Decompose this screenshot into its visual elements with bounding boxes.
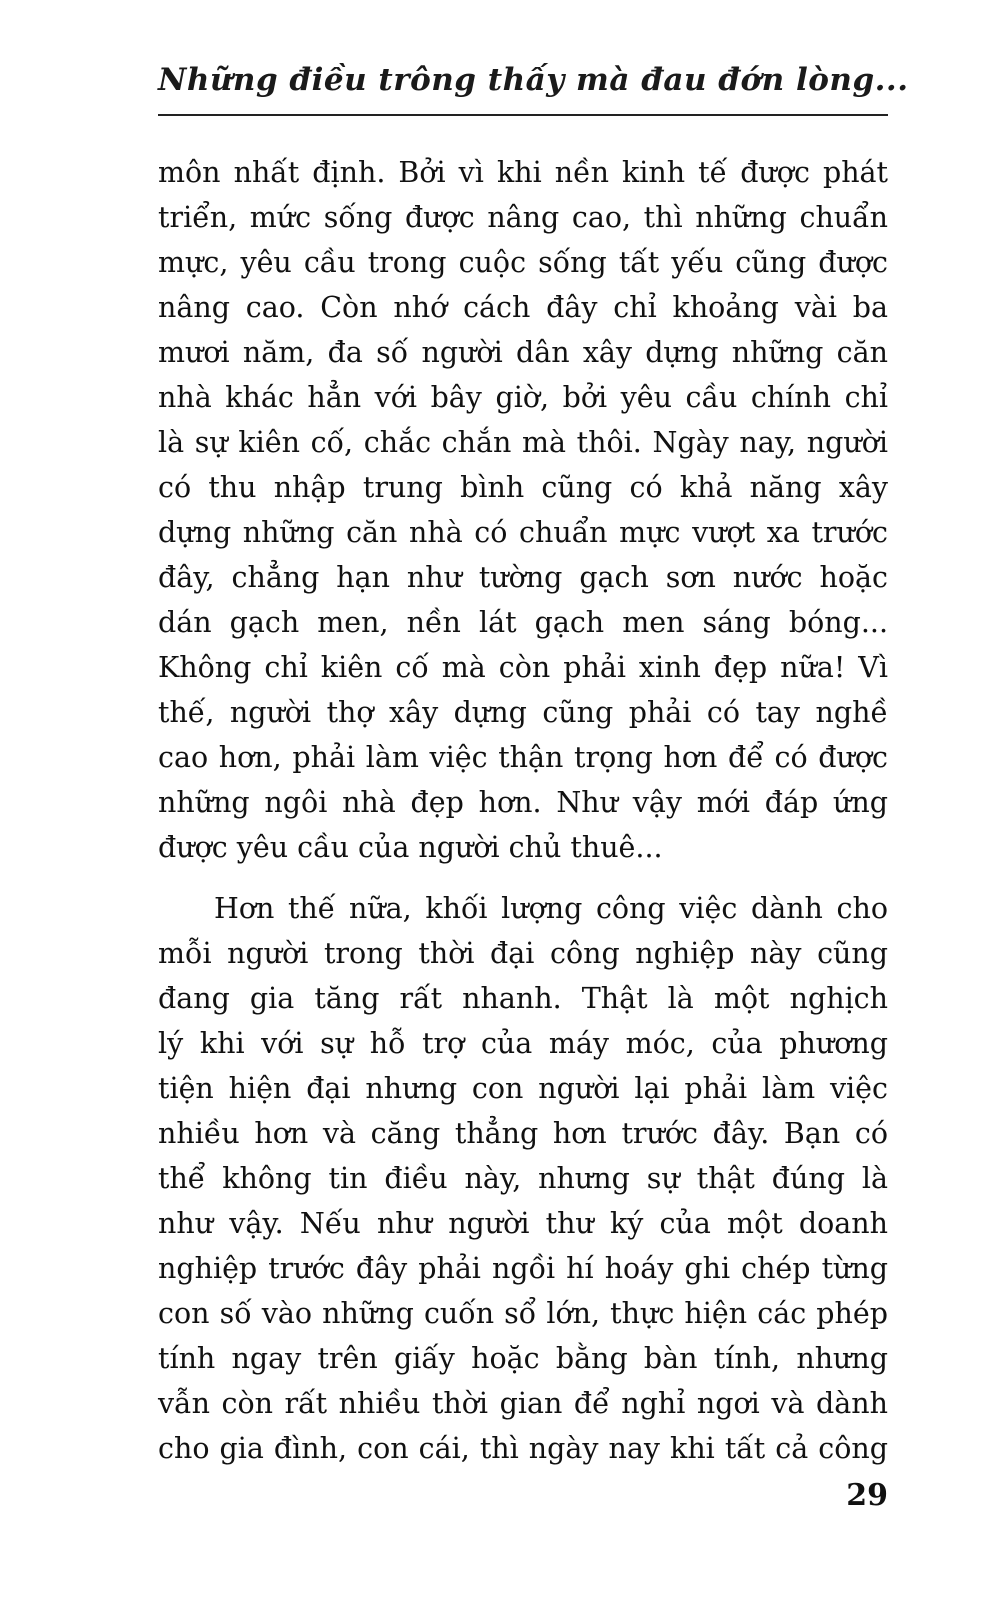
text-line: dựng những căn nhà có chuẩn mực vượt xa trước [158,516,888,549]
text-line: đây, chẳng hạn như tường gạch sơn nước hoặc [158,561,888,594]
text-line: mươi năm, đa số người dân xây dựng những căn [158,336,888,369]
text-line: dán gạch men, nền lát gạch men sáng bóng... [158,606,888,639]
text-line: tiện hiện đại nhưng con người lại phải làm việc [158,1072,888,1105]
text-line: Hơn thế nữa, khối lượng công việc dành cho [214,892,888,925]
text-line: được yêu cầu của người chủ thuê... [158,831,663,864]
text-line: nghiệp trước đây phải ngồi hí hoáy ghi chép từng [158,1252,888,1285]
text-line: môn nhất định. Bởi vì khi nền kinh tế được phát [158,156,888,189]
text-line: thế, người thợ xây dựng cũng phải có tay nghề [158,696,888,729]
text-line: Không chỉ kiên cố mà còn phải xinh đẹp nữa! Vì [158,651,888,684]
paragraph-2 [158,886,888,1471]
text-line: những ngôi nhà đẹp hơn. Như vậy mới đáp ứng [158,786,888,819]
text-line: mỗi người trong thời đại công nghiệp này cũng [158,937,888,970]
body-text [158,150,888,1471]
text-line: thể không tin điều này, nhưng sự thật đúng là [158,1162,888,1195]
text-line: tính ngay trên giấy hoặc bằng bàn tính, nhưng [158,1342,888,1375]
paragraph-1 [158,150,888,870]
header-rule [158,114,888,116]
text-line: đang gia tăng rất nhanh. Thật là một nghịch [158,982,888,1015]
text-line: cho gia đình, con cái, thì ngày nay khi tất cả công [158,1432,888,1465]
text-line: nâng cao. Còn nhớ cách đây chỉ khoảng vài ba [158,291,888,324]
running-header: Những điều trông thấy mà đau đớn lòng... [158,62,909,98]
text-line: như vậy. Nếu như người thư ký của một doanh [158,1207,888,1240]
text-line: nhiều hơn và căng thẳng hơn trước đây. Bạn có [158,1117,888,1150]
text-line: cao hơn, phải làm việc thận trọng hơn để có được [158,741,888,774]
text-line: là sự kiên cố, chắc chắn mà thôi. Ngày nay, người [158,426,888,459]
text-line: triển, mức sống được nâng cao, thì những chuẩn [158,201,888,234]
page-number: 29 [846,1478,888,1513]
text-line: mực, yêu cầu trong cuộc sống tất yếu cũng được [158,246,888,279]
text-line: vẫn còn rất nhiều thời gian để nghỉ ngơi và dành [158,1387,888,1420]
text-line: có thu nhập trung bình cũng có khả năng xây [158,471,888,504]
text-line: con số vào những cuốn sổ lớn, thực hiện các phép [158,1297,888,1330]
text-line: lý khi với sự hỗ trợ của máy móc, của phương [158,1027,888,1060]
text-line: nhà khác hẳn với bây giờ, bởi yêu cầu chính chỉ [158,381,888,414]
